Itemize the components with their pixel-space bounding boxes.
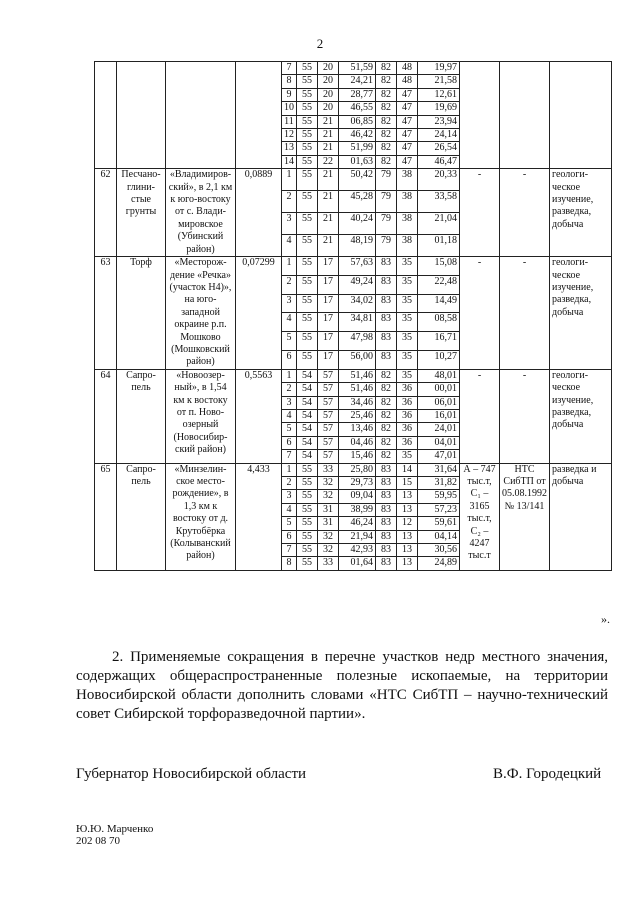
area-cell (236, 62, 282, 169)
lat-sec-cell: 01,63 (339, 155, 376, 168)
lat-min-cell: 20 (318, 102, 339, 115)
lat-sec-cell: 34,46 (339, 396, 376, 409)
lat-deg-cell: 55 (297, 294, 318, 313)
lon-min-cell: 47 (397, 129, 418, 142)
point-number-cell: 2 (282, 477, 297, 490)
lon-sec-cell: 12,61 (418, 88, 460, 101)
lat-deg-cell: 55 (297, 517, 318, 530)
subsoil-plots-table (94, 61, 612, 571)
lat-sec-cell: 29,73 (339, 477, 376, 490)
lon-deg-cell: 82 (376, 115, 397, 128)
lat-deg-cell: 55 (297, 530, 318, 543)
lat-sec-cell: 46,55 (339, 102, 376, 115)
lat-min-cell: 32 (318, 490, 339, 503)
purpose-cell (550, 62, 612, 169)
lat-min-cell: 33 (318, 463, 339, 476)
lat-deg-cell: 54 (297, 383, 318, 396)
lon-min-cell: 38 (397, 213, 418, 235)
executor-name: Ю.Ю. Марченко (76, 823, 154, 835)
lat-min-cell: 57 (318, 369, 339, 382)
lat-sec-cell: 24,21 (339, 75, 376, 88)
point-number-cell: 2 (282, 191, 297, 213)
lon-deg-cell: 82 (376, 75, 397, 88)
lon-sec-cell: 21,58 (418, 75, 460, 88)
lat-sec-cell: 51,46 (339, 383, 376, 396)
lon-sec-cell: 24,89 (418, 557, 460, 570)
lat-deg-cell: 55 (297, 155, 318, 168)
lon-min-cell: 48 (397, 62, 418, 75)
location-cell: «Минзелин-ское место-рождение», в 1,3 км к востоку от д. Крутобёрка (Колыванский район) (166, 463, 236, 570)
lon-deg-cell: 83 (376, 350, 397, 369)
point-number-cell: 10 (282, 102, 297, 115)
lat-min-cell: 20 (318, 88, 339, 101)
point-number-cell: 7 (282, 450, 297, 463)
lon-deg-cell: 79 (376, 169, 397, 191)
lon-min-cell: 38 (397, 169, 418, 191)
lat-sec-cell: 56,00 (339, 350, 376, 369)
plot-number-cell: 63 (95, 257, 117, 370)
lon-deg-cell: 82 (376, 369, 397, 382)
lat-min-cell: 31 (318, 503, 339, 516)
lat-deg-cell: 55 (297, 544, 318, 557)
reserves-cell: - (460, 257, 500, 370)
lat-min-cell: 57 (318, 436, 339, 449)
area-cell: 0,07299 (236, 257, 282, 370)
lon-deg-cell: 82 (376, 155, 397, 168)
lon-min-cell: 47 (397, 115, 418, 128)
lon-min-cell: 38 (397, 235, 418, 257)
lon-min-cell: 35 (397, 275, 418, 294)
lon-min-cell: 36 (397, 423, 418, 436)
lat-sec-cell: 09,04 (339, 490, 376, 503)
lat-min-cell: 20 (318, 75, 339, 88)
lat-sec-cell: 34,02 (339, 294, 376, 313)
lat-min-cell: 21 (318, 169, 339, 191)
lat-min-cell: 21 (318, 191, 339, 213)
lon-min-cell: 35 (397, 450, 418, 463)
closing-quote: ». (601, 612, 610, 626)
lat-sec-cell: 34,81 (339, 313, 376, 332)
area-cell: 0,0889 (236, 169, 282, 257)
table-row (95, 169, 612, 191)
lon-min-cell: 47 (397, 142, 418, 155)
lon-min-cell: 13 (397, 490, 418, 503)
lat-deg-cell: 55 (297, 75, 318, 88)
lon-deg-cell: 83 (376, 257, 397, 276)
lon-deg-cell: 82 (376, 129, 397, 142)
lon-sec-cell: 59,61 (418, 517, 460, 530)
lon-min-cell: 36 (397, 409, 418, 422)
lat-sec-cell: 45,28 (339, 191, 376, 213)
lon-min-cell: 38 (397, 191, 418, 213)
lat-sec-cell: 25,46 (339, 409, 376, 422)
lon-min-cell: 13 (397, 503, 418, 516)
lon-min-cell: 15 (397, 477, 418, 490)
lat-sec-cell: 13,46 (339, 423, 376, 436)
lon-min-cell: 35 (397, 294, 418, 313)
mineral-cell: Сапро-пель (117, 369, 166, 463)
lon-deg-cell: 82 (376, 62, 397, 75)
lat-deg-cell: 54 (297, 436, 318, 449)
lat-min-cell: 33 (318, 557, 339, 570)
table-row (95, 62, 612, 75)
lat-min-cell: 17 (318, 275, 339, 294)
purpose-cell: геологи-ческое изучение, разведка, добыча (550, 257, 612, 370)
lat-sec-cell: 50,42 (339, 169, 376, 191)
lat-deg-cell: 54 (297, 396, 318, 409)
executor-phone: 202 08 70 (76, 835, 120, 847)
lat-sec-cell: 06,85 (339, 115, 376, 128)
lon-sec-cell: 14,49 (418, 294, 460, 313)
lon-deg-cell: 79 (376, 191, 397, 213)
lon-sec-cell: 31,64 (418, 463, 460, 476)
lat-min-cell: 31 (318, 517, 339, 530)
lon-deg-cell: 82 (376, 88, 397, 101)
lon-deg-cell: 83 (376, 503, 397, 516)
lat-sec-cell: 47,98 (339, 332, 376, 351)
reserves-cell (460, 62, 500, 169)
lat-sec-cell: 51,46 (339, 369, 376, 382)
lat-min-cell: 22 (318, 155, 339, 168)
plot-number-cell: 65 (95, 463, 117, 570)
lat-sec-cell: 28,77 (339, 88, 376, 101)
purpose-cell: геологи-ческое изучение, разведка, добыча (550, 369, 612, 463)
lon-min-cell: 47 (397, 88, 418, 101)
lon-sec-cell: 48,01 (418, 369, 460, 382)
lat-min-cell: 21 (318, 213, 339, 235)
lon-deg-cell: 83 (376, 332, 397, 351)
lon-deg-cell: 83 (376, 313, 397, 332)
point-number-cell: 3 (282, 490, 297, 503)
purpose-cell: геологи-ческое изучение, разведка, добыча (550, 169, 612, 257)
lon-sec-cell: 26,54 (418, 142, 460, 155)
plot-number-cell: 62 (95, 169, 117, 257)
point-number-cell: 14 (282, 155, 297, 168)
lat-deg-cell: 55 (297, 88, 318, 101)
lon-min-cell: 13 (397, 530, 418, 543)
point-number-cell: 5 (282, 517, 297, 530)
signatory-position: Губернатор Новосибирской области (76, 766, 307, 782)
point-number-cell: 4 (282, 313, 297, 332)
point-number-cell: 9 (282, 88, 297, 101)
lat-sec-cell: 38,99 (339, 503, 376, 516)
lon-sec-cell: 04,01 (418, 436, 460, 449)
point-number-cell: 3 (282, 396, 297, 409)
point-number-cell: 12 (282, 129, 297, 142)
point-number-cell: 6 (282, 350, 297, 369)
lat-min-cell: 57 (318, 409, 339, 422)
lat-deg-cell: 55 (297, 169, 318, 191)
lat-deg-cell: 55 (297, 313, 318, 332)
location-cell: «Месторож-дение «Речка» (участок Н4)», на юго-западной окраине р.п. Мошково (Мошковский район) (166, 257, 236, 370)
reserves-cell: - (460, 369, 500, 463)
lon-sec-cell: 16,71 (418, 332, 460, 351)
lon-min-cell: 47 (397, 155, 418, 168)
lon-deg-cell: 83 (376, 275, 397, 294)
lon-sec-cell: 19,69 (418, 102, 460, 115)
reserves-cell: - (460, 169, 500, 257)
location-cell (166, 62, 236, 169)
lon-min-cell: 13 (397, 544, 418, 557)
lat-deg-cell: 54 (297, 369, 318, 382)
lon-sec-cell: 00,01 (418, 383, 460, 396)
lon-min-cell: 35 (397, 369, 418, 382)
lat-min-cell: 32 (318, 530, 339, 543)
lat-deg-cell: 55 (297, 213, 318, 235)
lon-min-cell: 35 (397, 257, 418, 276)
lon-min-cell: 36 (397, 436, 418, 449)
lon-min-cell: 48 (397, 75, 418, 88)
lat-deg-cell: 55 (297, 115, 318, 128)
lon-sec-cell: 04,14 (418, 530, 460, 543)
mineral-cell: Песчано-глини-стые грунты (117, 169, 166, 257)
lat-sec-cell: 51,99 (339, 142, 376, 155)
lat-min-cell: 17 (318, 350, 339, 369)
lon-sec-cell: 24,14 (418, 129, 460, 142)
lon-min-cell: 35 (397, 313, 418, 332)
lat-deg-cell: 55 (297, 102, 318, 115)
lon-deg-cell: 82 (376, 450, 397, 463)
area-cell: 0,5563 (236, 369, 282, 463)
signatory-name: В.Ф. Городецкий (493, 766, 602, 782)
lon-deg-cell: 83 (376, 294, 397, 313)
lat-min-cell: 21 (318, 115, 339, 128)
lon-sec-cell: 01,18 (418, 235, 460, 257)
lon-sec-cell: 31,82 (418, 477, 460, 490)
point-number-cell: 1 (282, 169, 297, 191)
lon-sec-cell: 33,58 (418, 191, 460, 213)
lon-sec-cell: 57,23 (418, 503, 460, 516)
lon-deg-cell: 83 (376, 530, 397, 543)
lat-sec-cell: 49,24 (339, 275, 376, 294)
lon-sec-cell: 22,48 (418, 275, 460, 294)
lon-deg-cell: 83 (376, 490, 397, 503)
lon-min-cell: 47 (397, 102, 418, 115)
point-number-cell: 4 (282, 409, 297, 422)
lon-deg-cell: 83 (376, 557, 397, 570)
protocol-cell: - (500, 257, 550, 370)
point-number-cell: 2 (282, 275, 297, 294)
lon-sec-cell: 20,33 (418, 169, 460, 191)
lat-sec-cell: 15,46 (339, 450, 376, 463)
lat-min-cell: 17 (318, 257, 339, 276)
area-cell: 4,433 (236, 463, 282, 570)
lon-min-cell: 14 (397, 463, 418, 476)
lat-sec-cell: 04,46 (339, 436, 376, 449)
lon-deg-cell: 79 (376, 213, 397, 235)
protocol-cell: НТС СибТП от 05.08.1992 № 13/141 (500, 463, 550, 570)
lat-min-cell: 57 (318, 450, 339, 463)
protocol-cell (500, 62, 550, 169)
lat-deg-cell: 55 (297, 557, 318, 570)
lat-deg-cell: 55 (297, 191, 318, 213)
lon-sec-cell: 47,01 (418, 450, 460, 463)
lon-deg-cell: 79 (376, 235, 397, 257)
lat-sec-cell: 46,42 (339, 129, 376, 142)
point-number-cell: 11 (282, 115, 297, 128)
lon-min-cell: 35 (397, 350, 418, 369)
lat-deg-cell: 54 (297, 409, 318, 422)
lon-min-cell: 12 (397, 517, 418, 530)
lon-deg-cell: 82 (376, 436, 397, 449)
protocol-cell: - (500, 169, 550, 257)
lon-sec-cell: 30,56 (418, 544, 460, 557)
lat-sec-cell: 25,80 (339, 463, 376, 476)
lon-sec-cell: 19,97 (418, 62, 460, 75)
lat-deg-cell: 55 (297, 62, 318, 75)
lon-deg-cell: 82 (376, 102, 397, 115)
lat-min-cell: 57 (318, 396, 339, 409)
lat-deg-cell: 54 (297, 423, 318, 436)
lat-deg-cell: 55 (297, 129, 318, 142)
amendment-paragraph: 2. Применяемые сокращения в перечне участков недр местного значения, содержащих общераспространенные полезные ископаемые, на территории Новосибирской области дополнить словами «НТС СибТП – научно-технический совет Сибирской торфоразведочной партии». (76, 649, 608, 722)
mineral-cell: Торф (117, 257, 166, 370)
lon-deg-cell: 83 (376, 517, 397, 530)
point-number-cell: 1 (282, 463, 297, 476)
lat-min-cell: 17 (318, 313, 339, 332)
lon-deg-cell: 82 (376, 142, 397, 155)
lon-min-cell: 13 (397, 557, 418, 570)
point-number-cell: 5 (282, 332, 297, 351)
lon-sec-cell: 06,01 (418, 396, 460, 409)
lon-sec-cell: 15,08 (418, 257, 460, 276)
lat-min-cell: 32 (318, 477, 339, 490)
lat-sec-cell: 21,94 (339, 530, 376, 543)
point-number-cell: 8 (282, 75, 297, 88)
table-row (95, 257, 612, 276)
point-number-cell: 6 (282, 530, 297, 543)
lat-min-cell: 20 (318, 62, 339, 75)
protocol-cell: - (500, 369, 550, 463)
lon-deg-cell: 83 (376, 463, 397, 476)
lon-deg-cell: 82 (376, 409, 397, 422)
lon-deg-cell: 83 (376, 477, 397, 490)
lat-deg-cell: 55 (297, 477, 318, 490)
lon-sec-cell: 21,04 (418, 213, 460, 235)
lat-min-cell: 21 (318, 235, 339, 257)
point-number-cell: 5 (282, 423, 297, 436)
lat-sec-cell: 40,24 (339, 213, 376, 235)
lat-deg-cell: 55 (297, 332, 318, 351)
lat-sec-cell: 48,19 (339, 235, 376, 257)
point-number-cell: 7 (282, 62, 297, 75)
plot-number-cell: 64 (95, 369, 117, 463)
point-number-cell: 13 (282, 142, 297, 155)
point-number-cell: 2 (282, 383, 297, 396)
lat-deg-cell: 55 (297, 350, 318, 369)
lat-min-cell: 17 (318, 332, 339, 351)
lat-deg-cell: 55 (297, 235, 318, 257)
lat-sec-cell: 01,64 (339, 557, 376, 570)
point-number-cell: 3 (282, 213, 297, 235)
point-number-cell: 4 (282, 503, 297, 516)
location-cell: «Новоозер-ный», в 1,54 км к востоку от п. Ново-озерный (Новосибир-ский район) (166, 369, 236, 463)
reserves-cell: А – 747 тыс.т, С₁ – 3165 тыс.т, С₂ – 4247 тыс.т (460, 463, 500, 570)
executor-block (76, 823, 153, 847)
mineral-cell: Сапро-пель (117, 463, 166, 570)
lon-min-cell: 36 (397, 383, 418, 396)
table-row (95, 369, 612, 382)
lat-deg-cell: 55 (297, 275, 318, 294)
lat-min-cell: 17 (318, 294, 339, 313)
point-number-cell: 1 (282, 257, 297, 276)
lon-deg-cell: 82 (376, 396, 397, 409)
lat-min-cell: 21 (318, 142, 339, 155)
point-number-cell: 1 (282, 369, 297, 382)
point-number-cell: 4 (282, 235, 297, 257)
plot-number-cell (95, 62, 117, 169)
lon-deg-cell: 83 (376, 544, 397, 557)
point-number-cell: 6 (282, 436, 297, 449)
page-number: 2 (316, 36, 324, 51)
lat-deg-cell: 55 (297, 503, 318, 516)
lon-sec-cell: 16,01 (418, 409, 460, 422)
lat-sec-cell: 51,59 (339, 62, 376, 75)
lon-sec-cell: 23,94 (418, 115, 460, 128)
mineral-cell (117, 62, 166, 169)
location-cell: «Владимиров-ский», в 2,1 км к юго-востоку от с. Влади-мировское (Убинский район) (166, 169, 236, 257)
lat-min-cell: 21 (318, 129, 339, 142)
lat-deg-cell: 55 (297, 257, 318, 276)
table-row (95, 463, 612, 476)
lat-sec-cell: 42,93 (339, 544, 376, 557)
purpose-cell: разведка и добыча (550, 463, 612, 570)
lat-deg-cell: 54 (297, 450, 318, 463)
lon-sec-cell: 59,95 (418, 490, 460, 503)
lon-deg-cell: 82 (376, 423, 397, 436)
lat-deg-cell: 55 (297, 490, 318, 503)
lat-deg-cell: 55 (297, 463, 318, 476)
lon-min-cell: 35 (397, 332, 418, 351)
lat-sec-cell: 46,24 (339, 517, 376, 530)
lon-sec-cell: 08,58 (418, 313, 460, 332)
point-number-cell: 8 (282, 557, 297, 570)
lat-sec-cell: 57,63 (339, 257, 376, 276)
lat-min-cell: 57 (318, 383, 339, 396)
lat-min-cell: 57 (318, 423, 339, 436)
point-number-cell: 7 (282, 544, 297, 557)
lat-min-cell: 32 (318, 544, 339, 557)
lon-sec-cell: 24,01 (418, 423, 460, 436)
point-number-cell: 3 (282, 294, 297, 313)
lon-sec-cell: 10,27 (418, 350, 460, 369)
lon-deg-cell: 82 (376, 383, 397, 396)
lon-sec-cell: 46,47 (418, 155, 460, 168)
lat-deg-cell: 55 (297, 142, 318, 155)
lon-min-cell: 36 (397, 396, 418, 409)
